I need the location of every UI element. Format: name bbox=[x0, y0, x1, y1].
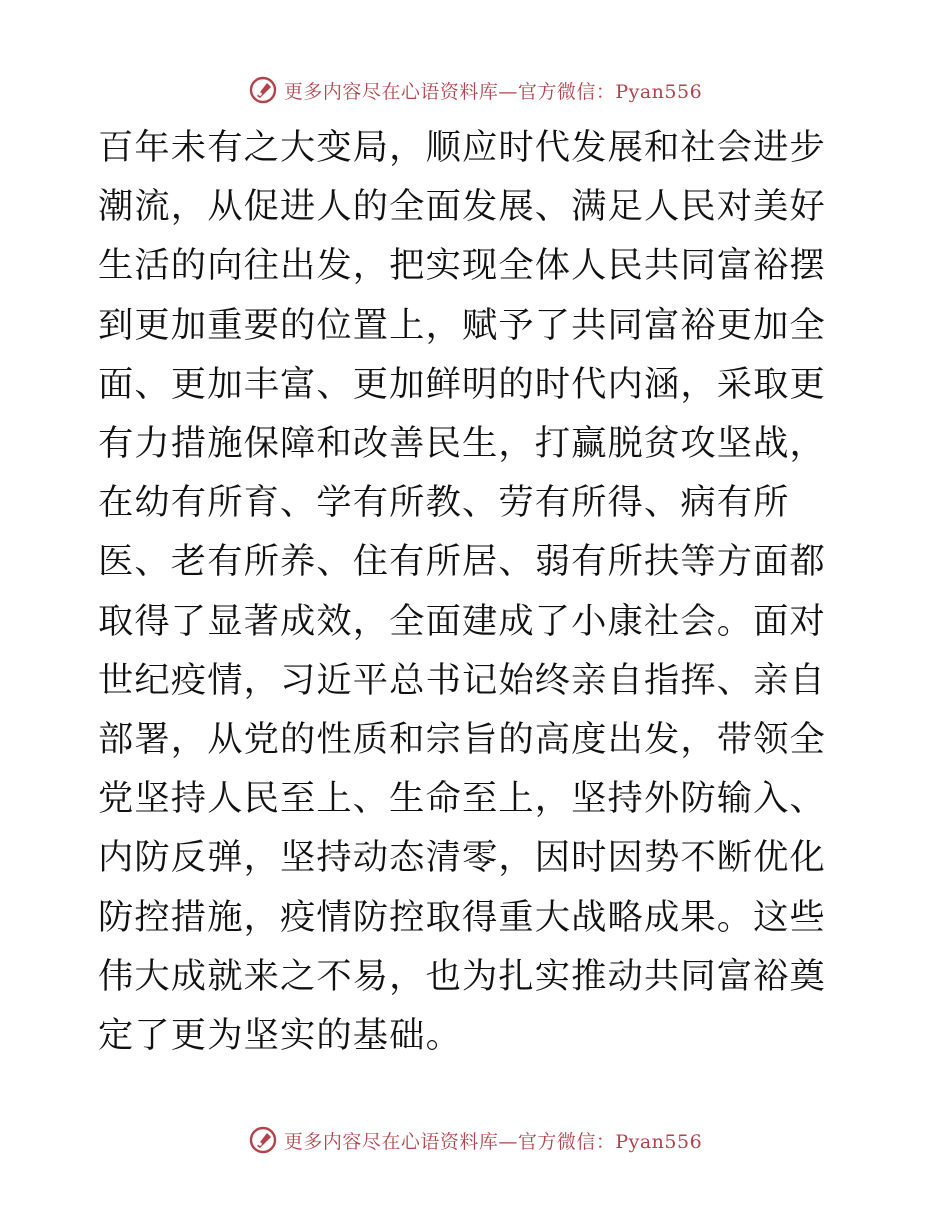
pen-nib-logo-icon bbox=[248, 1125, 278, 1155]
page-header bbox=[0, 72, 950, 108]
pen-nib-logo-icon bbox=[248, 75, 278, 105]
footer-banner-text: 更多内容尽在心语资料库—官方微信：Pyan556 bbox=[283, 1130, 703, 1153]
header-banner bbox=[248, 75, 702, 105]
page-footer bbox=[0, 1122, 950, 1158]
header-banner-text: 更多内容尽在心语资料库—官方微信：Pyan556 bbox=[283, 80, 703, 103]
document-body-paragraph: 百年未有之大变局，顺应时代发展和社会进步潮流，从促进人的全面发展、满足人民对美好生活的向往出发，把实现全体人民共同富裕摆到更加重要的位置上，赋予了共同富裕更加全面、更加丰富、更加鲜明的时代内涵，采取更有力措施保障和改善民生，打赢脱贫攻坚战，在幼有所育、学有所教、劳有所得、病有所医、老有所养、住有所居、弱有所扶等方面都取得了显著成效，全面建成了小康社会。面对世纪疫情，习近平总书记始终亲自指挥、亲自部署，从党的性质和宗旨的高度出发，带领全党坚持人民至上、生命至上，坚持外防输入、内防反弹，坚持动态清零，因时因势不断优化防控措施，疫情防控取得重大战略成果。这些伟大成就来之不易，也为扎实推动共同富裕奠定了更为坚实的基础。 bbox=[98, 127, 826, 1057]
footer-banner bbox=[248, 1125, 702, 1155]
